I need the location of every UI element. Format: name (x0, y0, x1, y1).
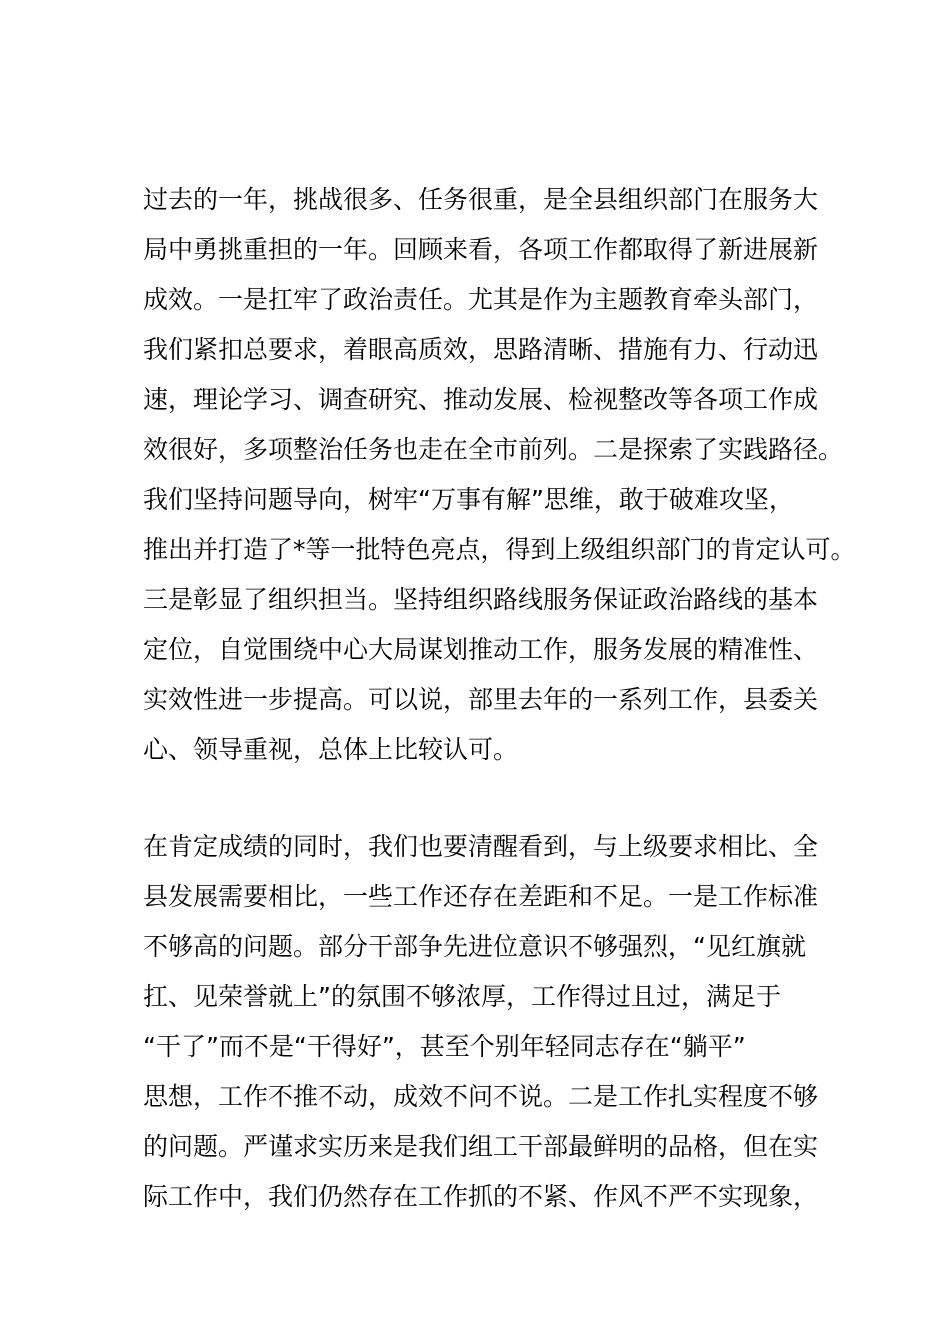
paragraph-achievements (143, 175, 856, 775)
text-line: 的问题。严谨求实历来是我们组工干部最鲜明的品格，但在实 (143, 1132, 819, 1161)
text-line: 我们坚持问题导向，树牢“万事有解”思维，敢于破难攻坚， (143, 485, 794, 514)
text-line: 过去的一年，挑战很多、任务很重，是全县组织部门在服务大 (143, 185, 819, 214)
text-line: 思想，工作不推不动，成效不问不说。二是工作扎实程度不够 (143, 1082, 819, 1111)
text-line: 际工作中，我们仍然存在工作抓的不紧、作风不严不实现象， (143, 1182, 819, 1211)
text-line: 不够高的问题。部分干部争先进位意识不够强烈，“见红旗就 (143, 932, 806, 961)
text-line: 心、领导重视，总体上比较认可。 (143, 735, 519, 764)
text-line: 实效性进一步提高。可以说，部里去年的一系列工作，县委关 (143, 685, 819, 714)
text-line: 成效。一是扛牢了政治责任。尤其是作为主题教育牵头部门， (143, 285, 819, 314)
text-line: 三是彰显了组织担当。坚持组织路线服务保证政治路线的基本 (143, 585, 819, 614)
text-line: 定位，自觉围绕中心大局谋划推动工作，服务发展的精准性、 (143, 635, 819, 664)
text-line: 县发展需要相比，一些工作还存在差距和不足。一是工作标准 (143, 882, 819, 911)
paragraph-shortcomings (143, 822, 833, 1222)
text-line: 扛、见荣誉就上”的氛围不够浓厚，工作得过且过，满足于 (143, 982, 781, 1011)
text-line: 在肯定成绩的同时，我们也要清醒看到，与上级要求相比、全 (143, 832, 819, 861)
text-line: 速，理论学习、调查研究、推动发展、检视整改等各项工作成 (143, 385, 819, 414)
text-line: 推出并打造了*等一批特色亮点，得到上级组织部门的肯定认可。 (143, 535, 856, 564)
text-line: 我们紧扣总要求，着眼高质效，思路清晰、措施有力、行动迅 (143, 335, 819, 364)
text-line: 局中勇挑重担的一年。回顾来看，各项工作都取得了新进展新 (143, 235, 819, 264)
text-line: “干了”而不是“干得好”，甚至个别年轻同志存在“躺平” (143, 1032, 746, 1061)
text-line: 效很好，多项整治任务也走在全市前列。二是探索了实践路径。 (143, 435, 844, 464)
